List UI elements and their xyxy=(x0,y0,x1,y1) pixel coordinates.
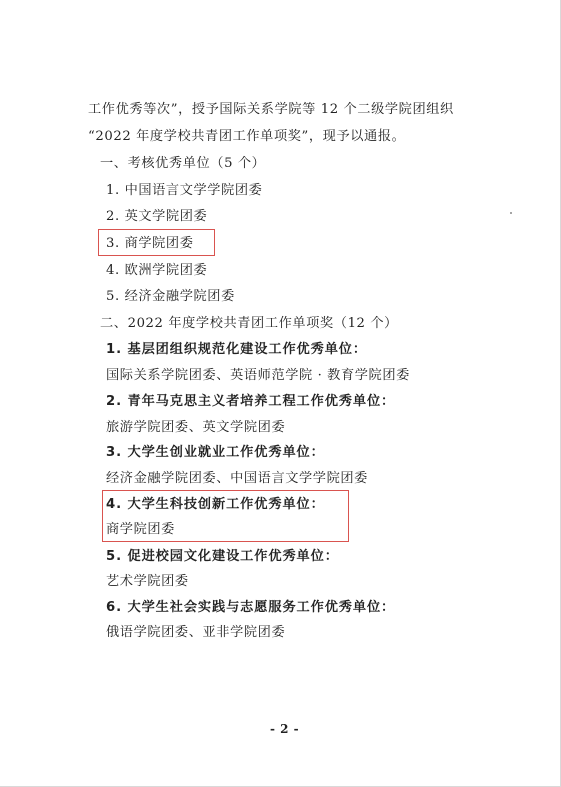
award-units-2: 旅游学院团委、英文学院团委 xyxy=(106,420,286,435)
award-title-1: 1. 基层团组织规范化建设工作优秀单位： xyxy=(106,342,367,357)
intro-line-2: “2022 年度学校共青团工作单项奖”，现予以通报。 xyxy=(88,129,406,144)
highlight-box-business-school xyxy=(98,229,215,256)
section1-item-1: 1. 中国语言文学学院团委 xyxy=(106,183,263,198)
award-title-4: 4. 大学生科技创新工作优秀单位： xyxy=(106,497,325,512)
award-title-2: 2. 青年马克思主义者培养工程工作优秀单位： xyxy=(106,394,396,409)
section1-item-5: 5. 经济金融学院团委 xyxy=(106,289,235,304)
section1-item-2: 2. 英文学院团委 xyxy=(106,209,208,224)
award-units-5: 艺术学院团委 xyxy=(106,574,189,589)
award-title-3: 3. 大学生创业就业工作优秀单位： xyxy=(106,445,325,460)
section1-heading: 一、考核优秀单位（5 个） xyxy=(100,156,266,171)
award-units-3: 经济金融学院团委、中国语言文学学院团委 xyxy=(106,471,368,486)
award-units-1: 国际关系学院团委、英语师范学院 · 教育学院团委 xyxy=(106,368,410,383)
scan-speck xyxy=(510,212,512,214)
award-units-4: 商学院团委 xyxy=(106,522,175,537)
award-units-6: 俄语学院团委、亚非学院团委 xyxy=(106,625,286,640)
highlight-box-tech-innovation xyxy=(102,490,349,542)
section1-item-3: 3. 商学院团委 xyxy=(106,236,194,251)
award-title-5: 5. 促进校园文化建设工作优秀单位： xyxy=(106,549,339,564)
intro-line-1: 工作优秀等次”，授予国际关系学院等 12 个二级学院团组织 xyxy=(88,102,454,117)
award-title-6: 6. 大学生社会实践与志愿服务工作优秀单位： xyxy=(106,600,396,615)
section1-item-4: 4. 欧洲学院团委 xyxy=(106,263,208,278)
section2-heading: 二、2022 年度学校共青团工作单项奖（12 个） xyxy=(100,316,398,331)
page-number: - 2 - xyxy=(270,722,300,736)
